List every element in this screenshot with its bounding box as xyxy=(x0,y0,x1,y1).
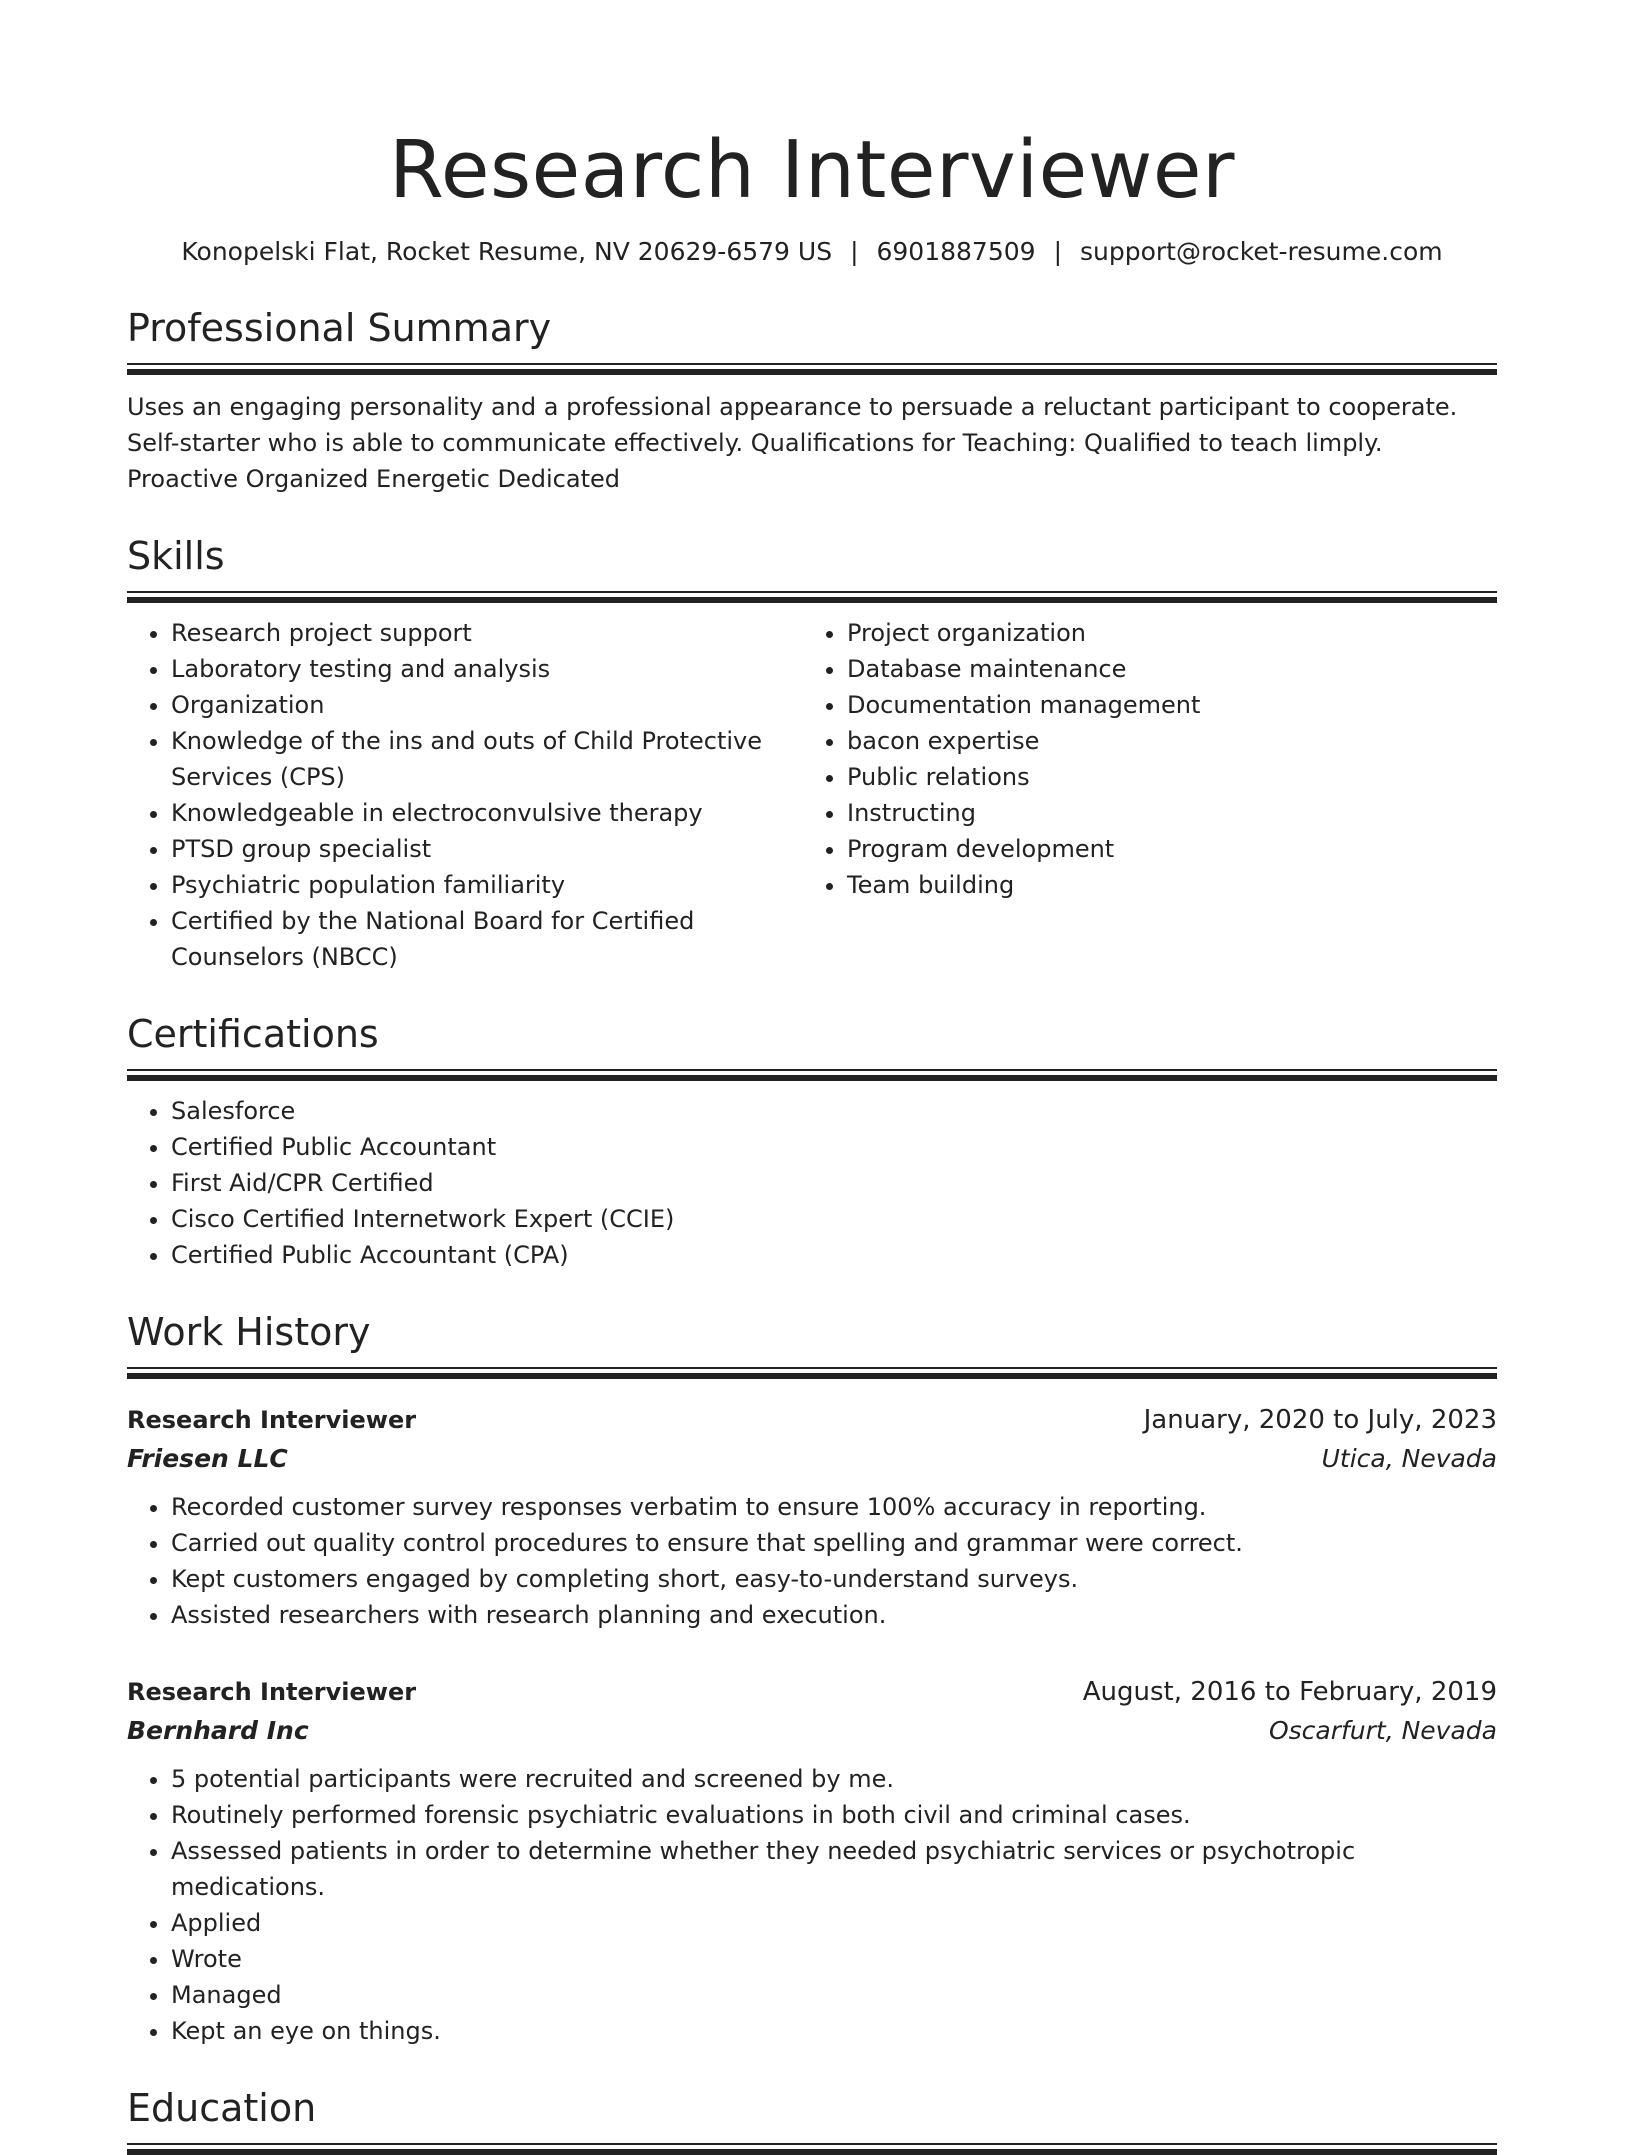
section-divider xyxy=(127,363,1497,375)
job-bullets xyxy=(127,1761,1497,2049)
resume-page xyxy=(127,0,1497,2155)
job-bullet: • Kept an eye on things. xyxy=(171,2013,1497,2049)
job-bullet: • Managed xyxy=(171,1977,1497,2013)
skill-item: • Team building xyxy=(847,867,1477,903)
skills-list-right xyxy=(803,615,1477,903)
job-entry xyxy=(127,1401,1497,1633)
summary-section xyxy=(127,303,1497,497)
job-bullet: • Recorded customer survey responses verbatim to ensure 100% accuracy in reporting. xyxy=(171,1489,1497,1525)
contact-separator: | xyxy=(850,237,859,266)
job-bullet: • Carried out quality control procedures to ensure that spelling and grammar were correct. xyxy=(171,1525,1497,1561)
job-location: Utica, Nevada xyxy=(1321,1444,1497,1473)
section-divider xyxy=(127,591,1497,603)
skill-item: • Project organization xyxy=(847,615,1477,651)
jobs-list xyxy=(127,1401,1497,2049)
certification-item: • Certified Public Accountant xyxy=(171,1129,1497,1165)
job-bullets xyxy=(127,1489,1497,1633)
contact-address: Konopelski Flat, Rocket Resume, NV 20629-6579 US xyxy=(181,237,833,266)
skill-item: • Research project support xyxy=(171,615,803,651)
certification-item: • Certified Public Accountant (CPA) xyxy=(171,1237,1497,1273)
job-bullet: • 5 potential participants were recruited and screened by me. xyxy=(171,1761,1497,1797)
skill-item: • Psychiatric population familiarity xyxy=(171,867,803,903)
skill-item: • Knowledge of the ins and outs of Child Protective Services (CPS) xyxy=(171,723,803,795)
section-title-summary: Professional Summary xyxy=(127,306,552,350)
contact-email: support@rocket-resume.com xyxy=(1080,237,1443,266)
skills-list-left xyxy=(127,615,803,975)
section-title-skills: Skills xyxy=(127,534,225,578)
certifications-list xyxy=(127,1093,1497,1273)
candidate-name: Research Interviewer xyxy=(389,124,1235,216)
job-company-row xyxy=(127,1439,1497,1479)
job-title: Research Interviewer xyxy=(127,1406,417,1434)
skills-columns xyxy=(127,615,1497,975)
section-divider xyxy=(127,1069,1497,1081)
skill-item: • Documentation management xyxy=(847,687,1477,723)
certification-item: • First Aid/CPR Certified xyxy=(171,1165,1497,1201)
skill-item: • Database maintenance xyxy=(847,651,1477,687)
education-section xyxy=(127,2083,1497,2155)
job-bullet: • Routinely performed forensic psychiatric evaluations in both civil and criminal cases. xyxy=(171,1797,1497,1833)
section-divider xyxy=(127,1367,1497,1379)
skill-item: • Program development xyxy=(847,831,1477,867)
section-title-education: Education xyxy=(127,2086,317,2130)
job-title: Research Interviewer xyxy=(127,1678,417,1706)
skill-item: • Instructing xyxy=(847,795,1477,831)
work-history-section xyxy=(127,1307,1497,2049)
certification-item: • Salesforce xyxy=(171,1093,1497,1129)
skill-item: • bacon expertise xyxy=(847,723,1477,759)
skill-item: • Certified by the National Board for Certified Counselors (NBCC) xyxy=(171,903,803,975)
job-location: Oscarfurt, Nevada xyxy=(1268,1716,1497,1745)
job-bullet: • Wrote xyxy=(171,1941,1497,1977)
certification-item: • Cisco Certified Internetwork Expert (CCIE) xyxy=(171,1201,1497,1237)
section-title-work-history: Work History xyxy=(127,1310,371,1354)
job-dates: January, 2020 to July, 2023 xyxy=(1143,1405,1497,1435)
section-title-certifications: Certifications xyxy=(127,1012,379,1056)
contact-separator: | xyxy=(1053,237,1062,266)
job-bullet: • Assessed patients in order to determine whether they needed psychiatric services or psychotropic medications. xyxy=(171,1833,1497,1905)
skills-column-right xyxy=(803,615,1477,975)
certifications-section xyxy=(127,1009,1497,1273)
skill-item: • Laboratory testing and analysis xyxy=(171,651,803,687)
job-header-row xyxy=(127,1401,1497,1439)
job-dates: August, 2016 to February, 2019 xyxy=(1082,1677,1497,1707)
skills-section xyxy=(127,531,1497,975)
job-bullet: • Assisted researchers with research planning and execution. xyxy=(171,1597,1497,1633)
summary-text: Uses an engaging personality and a professional appearance to persuade a reluctant participant to cooperate. Self-starter who is able to communicate effectively. Qualifications for Teaching: Qualified to teach limply. Proactive Organized Energetic Dedicated xyxy=(127,393,1458,493)
skill-item: • Organization xyxy=(171,687,803,723)
job-header-row xyxy=(127,1673,1497,1711)
job-company-row xyxy=(127,1711,1497,1751)
job-company: Bernhard Inc xyxy=(127,1716,309,1745)
job-bullet: • Kept customers engaged by completing short, easy-to-understand surveys. xyxy=(171,1561,1497,1597)
section-divider xyxy=(127,2143,1497,2155)
job-company: Friesen LLC xyxy=(127,1444,288,1473)
contact-phone: 6901887509 xyxy=(876,237,1036,266)
skills-column-left xyxy=(127,615,803,975)
job-bullet: • Applied xyxy=(171,1905,1497,1941)
contact-line xyxy=(127,235,1497,269)
skill-item: • Public relations xyxy=(847,759,1477,795)
skill-item: • Knowledgeable in electroconvulsive therapy xyxy=(171,795,803,831)
skill-item: • PTSD group specialist xyxy=(171,831,803,867)
job-entry xyxy=(127,1673,1497,2049)
